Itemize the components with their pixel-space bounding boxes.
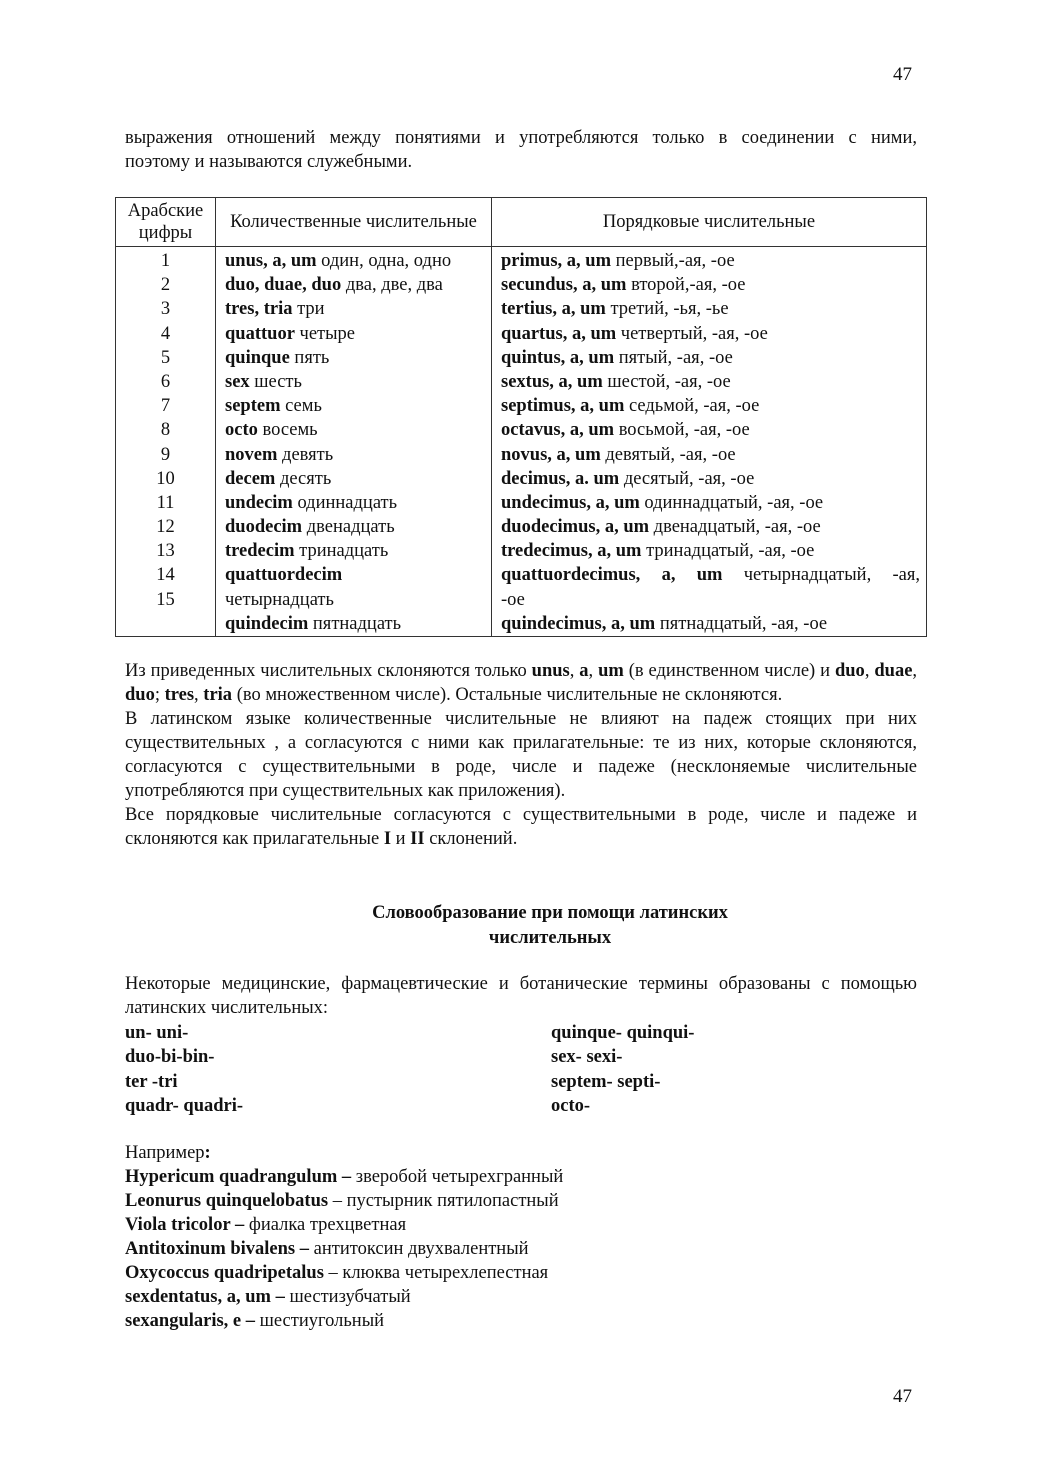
header-arabic: Арабские цифры	[116, 198, 216, 247]
cardinal-entry	[225, 443, 485, 467]
ordinal-entry	[501, 346, 920, 370]
cardinal-entry	[225, 515, 485, 539]
latin-numeral: quattuor	[225, 323, 295, 344]
russian-translation: десятый, -ая, -ое	[619, 468, 755, 489]
latin-term: a	[579, 661, 589, 681]
example-term	[125, 1285, 917, 1309]
latin-numeral: duo, duae, duo	[225, 275, 342, 296]
russian-translation: пятый, -ая, -ое	[614, 347, 733, 368]
russian-translation: шестой, -ая, -ое	[602, 371, 731, 392]
russian-translation: четырнадцать	[225, 589, 334, 610]
russian-translation: восемь	[257, 420, 318, 441]
latin-term: Leonurus quinquelobatus	[125, 1191, 329, 1211]
latin-numeral: novus, a, um	[501, 444, 601, 465]
text-run: Все порядковые числительные согласуются с существительными в роде, числе и падеже и склоняются как прилагательные	[125, 805, 917, 849]
latin-numeral: septimus, a, um	[501, 396, 625, 417]
russian-translation: двенадцатый, -ая, -ое	[649, 517, 821, 538]
latin-numeral: duodecimus, a, um	[501, 517, 650, 538]
latin-numeral: undecimus, a, um	[501, 492, 640, 513]
affix-item: octo-	[551, 1095, 591, 1116]
text-run: ,	[864, 661, 875, 681]
affix-item: sex- sexi-	[551, 1047, 623, 1068]
russian-translation: – пустырник пятилопастный	[328, 1191, 559, 1211]
ordinal-entry	[501, 539, 920, 563]
ordinal-entry	[501, 249, 920, 273]
arabic-digit: 5	[160, 347, 171, 368]
arabic-digit: 10	[156, 468, 175, 489]
arabic-digit: 9	[160, 444, 171, 465]
affix-item: quinque- quinqui-	[551, 1023, 695, 1043]
body-text	[125, 659, 917, 851]
text-run: ,	[588, 661, 599, 681]
russian-translation: тринадцать	[294, 541, 389, 562]
intro-line-2: поэтому и называются служебными.	[125, 152, 413, 172]
latin-numeral: octavus, a, um	[501, 420, 615, 441]
header-ordinal: Порядковые числительные	[492, 198, 927, 247]
ordinal-entry	[501, 297, 920, 321]
cardinal-entry	[225, 539, 485, 563]
heading-line-1: Словообразование при помощи латинских	[372, 903, 728, 923]
cardinal-entry	[225, 563, 485, 587]
table-header-row	[116, 198, 927, 247]
russian-translation: четвертый, -ая, -ое	[616, 323, 768, 344]
arabic-digit: 12	[156, 517, 175, 538]
russian-translation: три	[292, 299, 325, 320]
latin-numeral: secundus, a, um	[501, 275, 627, 296]
latin-numeral: sex	[225, 371, 250, 392]
cardinal-entry	[225, 588, 485, 612]
cardinal-entry	[225, 370, 485, 394]
ordinal-column	[492, 247, 927, 637]
russian-translation: одиннадцать	[292, 492, 398, 513]
affixes-left	[125, 1021, 243, 1118]
latin-numeral: tredecim	[225, 541, 295, 562]
russian-translation: пятнадцатый, -ая, -ое	[655, 613, 828, 634]
examples-list	[125, 1165, 917, 1333]
roman-numeral: II	[410, 829, 425, 849]
latin-numeral: octo	[225, 420, 258, 441]
arabic-digit: 3	[160, 299, 171, 320]
russian-translation: четыре	[294, 323, 356, 344]
section-heading	[125, 901, 975, 951]
affix-item: septem- septi-	[551, 1071, 661, 1092]
ordinal-entry	[501, 515, 920, 539]
russian-translation: пятнадцать	[308, 613, 402, 634]
latin-numeral: tredecimus, a, um	[501, 541, 642, 562]
text-run: склонений.	[424, 829, 518, 849]
affix-item: ter -tri	[125, 1071, 178, 1092]
latin-term: Antitoxinum bivalens –	[125, 1239, 310, 1259]
ordinal-entry	[501, 467, 920, 491]
russian-translation: шестизубчатый	[284, 1287, 411, 1307]
russian-translation: четырнадцатый, -ая,	[722, 565, 920, 586]
example-term	[125, 1237, 917, 1261]
header-cardinal: Количественные числительные	[216, 198, 492, 247]
cardinal-entry	[225, 273, 485, 297]
arabic-digit: 4	[160, 323, 171, 344]
latin-term: sexangularis, e –	[125, 1311, 256, 1331]
text-run: ,	[912, 661, 918, 681]
ordinal-entry	[501, 273, 920, 297]
latin-numeral: decem	[225, 468, 276, 489]
text-run: и	[391, 829, 411, 849]
latin-numeral: unus, a, um	[225, 251, 317, 271]
example-label: Например	[125, 1143, 205, 1163]
russian-translation: -ое	[501, 589, 525, 610]
russian-translation: антитоксин двухвалентный	[309, 1239, 529, 1259]
paragraph-terms-intro: Некоторые медицинские, фармацевтические и ботанические термины образованы с помощью латинских числительных:	[125, 974, 917, 1018]
latin-term: duae	[874, 661, 913, 681]
russian-translation: седьмой, -ая, -ое	[624, 396, 760, 417]
text-run: Из приведенных числительных склоняются только	[125, 661, 532, 681]
arabic-digit: 13	[156, 541, 175, 562]
latin-term: duo	[125, 685, 155, 705]
latin-term: tria	[203, 685, 233, 705]
affix-item: duo-bi-bin-	[125, 1047, 215, 1068]
russian-translation: пять	[289, 347, 330, 368]
russian-translation: – клюква четырехлепестная	[323, 1263, 549, 1283]
latin-numeral: decimus, a. um	[501, 468, 620, 489]
example-term	[125, 1213, 917, 1237]
roman-numeral: I	[383, 829, 392, 849]
cardinal-entry	[225, 249, 485, 273]
russian-translation: шестиугольный	[255, 1311, 385, 1331]
example-term	[125, 1261, 917, 1285]
arabic-digit: 1	[160, 251, 171, 271]
cardinal-entry	[225, 297, 485, 321]
latin-term: duo	[834, 661, 865, 681]
example-term	[125, 1165, 917, 1189]
arabic-digit: 6	[160, 371, 171, 392]
russian-translation: третий, -ья, -ье	[605, 299, 729, 320]
examples-block	[125, 1141, 917, 1333]
latin-term: Oxycoccus quadripetalus	[125, 1263, 324, 1283]
latin-numeral: novem	[225, 444, 278, 465]
latin-numeral: quartus, a, um	[501, 323, 617, 344]
ordinal-entry	[501, 322, 920, 346]
page-number-top: 47	[893, 64, 912, 85]
latin-term: unus	[531, 661, 570, 681]
latin-numeral: quinque	[225, 347, 290, 368]
numerals-table	[115, 197, 927, 637]
ordinal-entry	[501, 563, 920, 587]
arabic-digit: 7	[160, 396, 171, 417]
russian-translation: восьмой, -ая, -ое	[614, 420, 750, 441]
page-number-bottom: 47	[893, 1386, 912, 1407]
text-run: ,	[194, 685, 204, 705]
example-colon: :	[204, 1143, 211, 1163]
text-run: (в единственном числе) и	[623, 661, 835, 681]
cardinal-entry	[225, 394, 485, 418]
cardinal-entry	[225, 418, 485, 442]
russian-translation: фиалка трехцветная	[244, 1215, 407, 1235]
latin-numeral: quattuordecimus, a, um	[501, 565, 723, 586]
paragraph-declension	[125, 659, 917, 707]
arabic-digit: 11	[156, 492, 175, 513]
arabic-digit: 2	[160, 275, 171, 296]
affix-item: quadr- quadri-	[125, 1095, 244, 1116]
example-term	[125, 1189, 917, 1213]
arabic-digit: 15	[156, 589, 175, 610]
russian-translation: два, две, два	[341, 275, 443, 296]
ordinal-entry	[501, 418, 920, 442]
latin-numeral: tres, tria	[225, 299, 293, 320]
arabic-column	[116, 247, 216, 637]
russian-translation: девять	[277, 444, 334, 465]
latin-numeral: primus, a, um	[501, 251, 611, 271]
russian-translation: десять	[275, 468, 332, 489]
heading-line-2: числительных	[488, 928, 612, 948]
intro-text	[125, 126, 917, 174]
russian-translation: тринадцатый, -ая, -ое	[641, 541, 815, 562]
ordinal-entry	[501, 443, 920, 467]
russian-translation: девятый, -ая, -ое	[600, 444, 736, 465]
latin-numeral: duodecim	[225, 517, 303, 538]
latin-numeral: quindecim	[225, 613, 309, 634]
russian-translation: одиннадцатый, -ая, -ое	[639, 492, 824, 513]
cardinal-entry	[225, 491, 485, 515]
paragraph-ordinal	[125, 803, 917, 851]
latin-term: tres	[164, 685, 195, 705]
russian-translation: двенадцать	[302, 517, 395, 538]
latin-numeral: quintus, a, um	[501, 347, 615, 368]
table-body-row	[116, 247, 927, 637]
latin-term: um	[598, 661, 624, 681]
affixes-right	[551, 1021, 694, 1118]
intro-line-1: выражения отношений между понятиями и употребляются только в соединении с ними,	[125, 128, 917, 148]
example-term	[125, 1309, 917, 1333]
latin-term: Hypericum quadrangulum –	[125, 1167, 352, 1187]
text-run: ,	[569, 661, 580, 681]
latin-numeral: quattuordecim	[225, 565, 343, 586]
ordinal-entry	[501, 612, 920, 636]
arabic-digit: 14	[156, 565, 175, 586]
cardinal-entry	[225, 322, 485, 346]
russian-translation: первый,-ая, -ое	[611, 251, 735, 271]
text-run: ;	[154, 685, 165, 705]
latin-numeral: tertius, a, um	[501, 299, 606, 320]
affix-item: un- uni-	[125, 1023, 189, 1043]
cardinal-entry	[225, 346, 485, 370]
latin-numeral: undecim	[225, 492, 293, 513]
russian-translation: второй,-ая, -ое	[626, 275, 746, 296]
ordinal-entry	[501, 588, 920, 612]
latin-numeral: septem	[225, 396, 281, 417]
latin-term: Viola tricolor –	[125, 1215, 245, 1235]
latin-numeral: sextus, a, um	[501, 371, 603, 392]
russian-translation: зверобой четырехгранный	[351, 1167, 564, 1187]
russian-translation: семь	[280, 396, 322, 417]
cardinal-column	[216, 247, 492, 637]
latin-numeral: quindecimus, a, um	[501, 613, 656, 634]
russian-translation: шесть	[249, 371, 302, 392]
ordinal-entry	[501, 394, 920, 418]
russian-translation: один, одна, одно	[316, 251, 452, 271]
latin-term: sexdentatus, a, um –	[125, 1287, 285, 1307]
ordinal-entry	[501, 491, 920, 515]
arabic-digit: 8	[160, 420, 171, 441]
example-label-line	[125, 1141, 917, 1165]
ordinal-entry	[501, 370, 920, 394]
text-run: (во множественном числе). Остальные числительные не склоняются.	[232, 685, 783, 705]
cardinal-entry	[225, 467, 485, 491]
paragraph-agreement: В латинском языке количественные числительные не влияют на падеж стоящих при них существительных , а согласуются с ними как прилагательные: те из них, которые склоняются, согласуются с существительными в роде, числе и падеже (несклоняемые числительные употребляются при существительных как приложения).	[125, 709, 917, 801]
cardinal-entry	[225, 612, 485, 636]
